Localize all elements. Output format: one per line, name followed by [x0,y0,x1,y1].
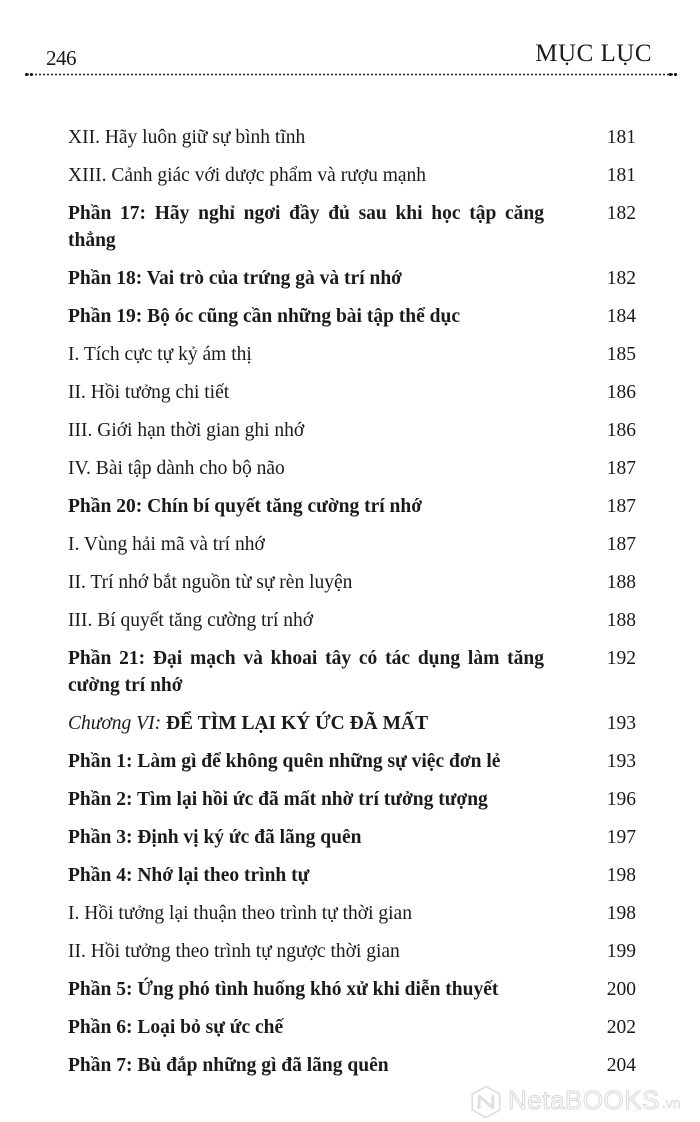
dotted-divider [26,73,676,76]
toc-entry-title: III. Giới hạn thời gian ghi nhớ [68,420,305,441]
toc-entry[interactable] [68,645,636,699]
toc-entry-page: 186 [606,382,636,403]
toc-entry-page: 186 [606,420,636,441]
toc-entry[interactable] [68,900,636,927]
toc-chapter-heading[interactable] [68,710,636,737]
toc-entry-page: 204 [606,1055,636,1076]
toc-entry[interactable] [68,200,636,254]
toc-entry[interactable] [68,748,636,775]
toc-entry-title: II. Hồi tưởng chi tiết [68,382,230,403]
toc-entry-title: Phần 1: Làm gì để không quên những sự việc đơn lẻ [68,751,501,772]
toc-entry-page: 193 [606,751,636,772]
table-of-contents [68,124,636,1090]
toc-entry-page: 193 [606,713,636,734]
toc-entry[interactable] [68,607,636,634]
toc-entry[interactable] [68,417,636,444]
toc-entry-title: Phần 6: Loại bỏ sự ức chế [68,1017,284,1038]
toc-entry-page: 198 [606,865,636,886]
toc-entry-title: Phần 3: Định vị ký ức đã lãng quên [68,827,362,848]
toc-entry[interactable] [68,824,636,851]
toc-entry[interactable] [68,1014,636,1041]
page-number: 246 [46,46,76,70]
toc-entry-title: Phần 21: Đại mạch và khoai tây có tác dụng làm tăng cường trí nhớ [68,648,544,696]
toc-entry-page: 196 [606,789,636,810]
toc-entry[interactable] [68,493,636,520]
chapter-prefix: Chương VI: [68,713,162,734]
toc-entry[interactable] [68,976,636,1003]
toc-entry-page: 200 [606,979,636,1000]
toc-entry[interactable] [68,938,636,965]
toc-entry[interactable] [68,862,636,889]
toc-entry-page: 181 [606,165,636,186]
toc-entry-page: 182 [606,268,636,289]
toc-entry[interactable] [68,341,636,368]
toc-entry[interactable] [68,162,636,189]
toc-entry-title: II. Hồi tưởng theo trình tự ngược thời gian [68,941,400,962]
toc-entry-title: Phần 20: Chín bí quyết tăng cường trí nhớ [68,496,423,517]
toc-entry-title: Phần 18: Vai trò của trứng gà và trí nhớ [68,268,402,289]
running-title: MỤC LỤC [535,40,652,67]
toc-entry-page: 188 [606,610,636,631]
toc-entry-page: 187 [606,496,636,517]
toc-entry-page: 197 [606,827,636,848]
toc-entry-page: 182 [606,203,636,224]
page-header [0,0,700,100]
toc-entry[interactable] [68,455,636,482]
toc-entry[interactable] [68,303,636,330]
toc-entry[interactable] [68,786,636,813]
toc-entry[interactable] [68,379,636,406]
watermark-suffix: .vn [662,1095,681,1111]
toc-entry-page: 185 [606,344,636,365]
toc-entry-title: Phần 2: Tìm lại hồi ức đã mất nhờ trí tưởng tượng [68,789,488,810]
toc-entry-page: 187 [606,534,636,555]
toc-entry-title: Phần 17: Hãy nghỉ ngơi đầy đủ sau khi học tập căng thẳng [68,203,544,251]
toc-entry-title: I. Tích cực tự kỷ ám thị [68,344,252,365]
toc-entry-page: 188 [606,572,636,593]
toc-entry-title: III. Bí quyết tăng cường trí nhớ [68,610,314,631]
toc-entry[interactable] [68,265,636,292]
chapter-heading [68,710,544,737]
toc-entry-page: 181 [606,127,636,148]
toc-entry-page: 199 [606,941,636,962]
toc-entry[interactable] [68,569,636,596]
toc-entry-title: II. Trí nhớ bắt nguồn từ sự rèn luyện [68,572,353,593]
toc-entry-page: 184 [606,306,636,327]
toc-entry-title: IV. Bài tập dành cho bộ não [68,458,285,479]
watermark-brand: NetaBOOKS [508,1085,660,1115]
toc-entry-page: 187 [606,458,636,479]
toc-entry-page: 202 [606,1017,636,1038]
toc-entry-page: 198 [606,903,636,924]
toc-entry[interactable] [68,1052,636,1079]
toc-entry-page: 192 [606,648,636,669]
toc-entry-title: Phần 7: Bù đắp những gì đã lãng quên [68,1055,389,1076]
toc-entry[interactable] [68,531,636,558]
toc-entry-title: I. Hồi tưởng lại thuận theo trình tự thời gian [68,903,412,924]
toc-entry-title: Phần 19: Bộ óc cũng cần những bài tập thể dục [68,306,461,327]
toc-entry-title: XIII. Cảnh giác với dược phẩm và rượu mạnh [68,165,427,186]
toc-entry-title: I. Vùng hải mã và trí nhớ [68,534,265,555]
chapter-title: ĐỂ TÌM LẠI KÝ ỨC ĐÃ MẤT [165,713,429,734]
toc-entry[interactable] [68,124,636,151]
toc-entry-title: Phần 5: Ứng phó tình huống khó xử khi diễn thuyết [68,979,499,1000]
toc-entry-title: XII. Hãy luôn giữ sự bình tĩnh [68,127,306,148]
toc-entry-title: Phần 4: Nhớ lại theo trình tự [68,865,310,886]
